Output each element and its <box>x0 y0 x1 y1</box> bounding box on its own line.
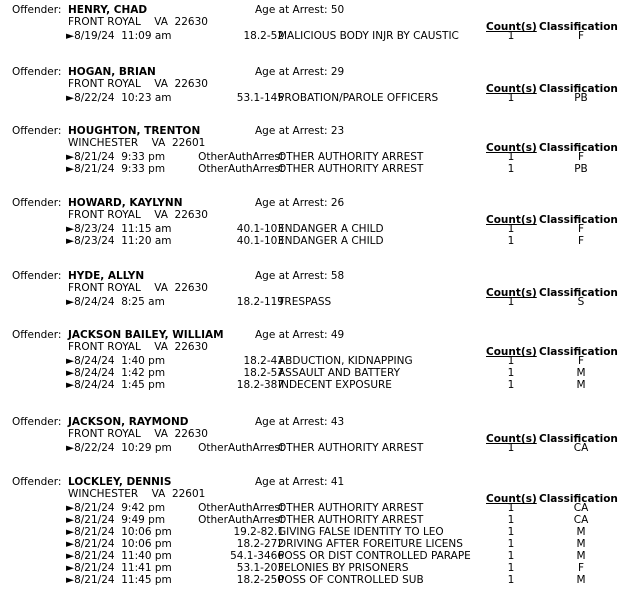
marker-icon: ► <box>66 367 75 379</box>
charge-time: 9:42 pm <box>121 502 166 514</box>
charge-statute: OtherAuthArrest <box>198 502 284 514</box>
city-name: FRONT ROYAL <box>68 428 141 440</box>
city-name: FRONT ROYAL <box>68 282 141 294</box>
charge-date: 8/24/24 <box>74 296 115 308</box>
age-at-arrest <box>255 66 344 78</box>
charge-time: 11:20 am <box>121 235 172 247</box>
age-at-arrest <box>255 329 344 341</box>
charge-count: 1 <box>507 514 515 526</box>
charge-classification: PB <box>574 163 588 175</box>
charge-description: GIVING FALSE IDENTITY TO LEO <box>278 526 444 538</box>
charge-row <box>66 355 632 367</box>
charge-count: 1 <box>507 550 515 562</box>
charge-count: 1 <box>507 92 515 104</box>
offender-address <box>68 209 208 221</box>
charge-count: 1 <box>507 562 515 574</box>
charge-count: 1 <box>507 151 515 163</box>
marker-icon: ► <box>66 526 75 538</box>
charge-count: 1 <box>507 442 515 454</box>
charge-row <box>66 538 632 550</box>
charge-classification: M <box>576 574 586 586</box>
offender-label: Offender: <box>12 197 62 209</box>
charge-datetime <box>66 296 165 308</box>
charge-time: 8:25 am <box>121 296 165 308</box>
charge-time: 11:15 am <box>121 223 172 235</box>
charge-date: 8/23/24 <box>74 223 115 235</box>
charge-date: 8/21/24 <box>74 538 115 550</box>
counts-header: Count(s) <box>486 287 537 299</box>
marker-icon: ► <box>66 379 75 391</box>
charge-classification: F <box>577 562 585 574</box>
charge-row <box>66 562 632 574</box>
classification-header: Classification <box>539 21 618 33</box>
charge-count: 1 <box>507 235 515 247</box>
offender-name: HOWARD, KAYLYNN <box>68 197 183 209</box>
city-name: FRONT ROYAL <box>68 78 141 90</box>
marker-icon: ► <box>66 151 75 163</box>
charge-classification: M <box>576 367 586 379</box>
offender-name: LOCKLEY, DENNIS <box>68 476 172 488</box>
charge-statute: 18.2-57 <box>243 367 284 379</box>
charge-statute: 18.2-250 <box>236 574 284 586</box>
offender-label: Offender: <box>12 416 62 428</box>
charge-statute: 18.2-272 <box>236 538 284 550</box>
charge-datetime <box>66 562 172 574</box>
age-at-arrest <box>255 197 344 209</box>
charge-description: ENDANGER A CHILD <box>278 235 384 247</box>
offender-name: JACKSON, RAYMOND <box>68 416 189 428</box>
charge-time: 10:06 pm <box>121 526 172 538</box>
classification-header: Classification <box>539 214 618 226</box>
charge-time: 11:45 pm <box>121 574 172 586</box>
charge-datetime <box>66 163 165 175</box>
charge-count: 1 <box>507 30 515 42</box>
offender-name: JACKSON BAILEY, WILLIAM <box>68 329 224 341</box>
charge-time: 1:45 pm <box>121 379 166 391</box>
charge-description: MALICIOUS BODY INJR BY CAUSTIC <box>278 30 459 42</box>
marker-icon: ► <box>66 355 75 367</box>
age-value: 41 <box>330 476 345 488</box>
marker-icon: ► <box>66 30 75 42</box>
charge-classification: CA <box>573 442 589 454</box>
marker-icon: ► <box>66 514 75 526</box>
city-name: FRONT ROYAL <box>68 209 141 221</box>
charge-statute: OtherAuthArrest <box>198 151 284 163</box>
age-at-arrest <box>255 476 344 488</box>
counts-header: Count(s) <box>486 493 537 505</box>
charge-row <box>66 30 632 42</box>
marker-icon: ► <box>66 223 75 235</box>
charge-row <box>66 514 632 526</box>
charge-date: 8/24/24 <box>74 355 115 367</box>
charge-datetime <box>66 574 172 586</box>
charge-statute: 19.2-82.1 <box>233 526 284 538</box>
charge-time: 9:49 pm <box>121 514 166 526</box>
offender-label: Offender: <box>12 476 62 488</box>
charge-classification: F <box>577 223 585 235</box>
charge-row <box>66 223 632 235</box>
city-name: FRONT ROYAL <box>68 341 141 353</box>
charge-description: OTHER AUTHORITY ARREST <box>278 151 424 163</box>
charge-datetime <box>66 355 165 367</box>
charge-row <box>66 550 632 562</box>
charge-classification: S <box>577 296 585 308</box>
charge-row <box>66 296 632 308</box>
counts-header: Count(s) <box>486 142 537 154</box>
charge-description: POSS OR DIST CONTROLLED PARAPE <box>278 550 471 562</box>
state-zip: VA 22601 <box>151 137 206 149</box>
charge-datetime <box>66 92 172 104</box>
charge-time: 11:41 pm <box>121 562 172 574</box>
state-zip: VA 22630 <box>154 341 208 353</box>
charge-description: PROBATION/PAROLE OFFICERS <box>278 92 439 104</box>
classification-header: Classification <box>539 83 618 95</box>
charge-row <box>66 235 632 247</box>
charge-time: 11:40 pm <box>121 550 172 562</box>
charge-description: OTHER AUTHORITY ARREST <box>278 502 424 514</box>
charge-count: 1 <box>507 296 515 308</box>
charge-classification: F <box>577 151 585 163</box>
charge-date: 8/21/24 <box>74 526 115 538</box>
charge-statute: 18.2-52 <box>243 30 284 42</box>
charge-time: 10:23 am <box>121 92 172 104</box>
charge-datetime <box>66 550 172 562</box>
charge-description: TRESPASS <box>278 296 332 308</box>
counts-header: Count(s) <box>486 21 537 33</box>
offender-label: Offender: <box>12 329 62 341</box>
charge-time: 11:09 am <box>121 30 172 42</box>
charge-count: 1 <box>507 355 515 367</box>
classification-header: Classification <box>539 493 618 505</box>
offender-label: Offender: <box>12 66 62 78</box>
charge-count: 1 <box>507 574 515 586</box>
offender-name: HOGAN, BRIAN <box>68 66 156 78</box>
marker-icon: ► <box>66 550 75 562</box>
charge-classification: F <box>577 235 585 247</box>
charge-date: 8/21/24 <box>74 502 115 514</box>
charge-row <box>66 163 632 175</box>
counts-header: Count(s) <box>486 83 537 95</box>
charge-datetime <box>66 502 165 514</box>
charge-date: 8/22/24 <box>74 92 115 104</box>
charge-date: 8/24/24 <box>74 367 115 379</box>
offender-address <box>68 341 208 353</box>
city-name: WINCHESTER <box>68 488 139 500</box>
age-label: Age at Arrest: <box>255 4 328 16</box>
charge-time: 1:40 pm <box>121 355 166 367</box>
classification-header: Classification <box>539 287 618 299</box>
charge-datetime <box>66 538 172 550</box>
charge-count: 1 <box>507 502 515 514</box>
charge-row <box>66 442 632 454</box>
charge-statute: 54.1-3466 <box>230 550 284 562</box>
charge-description: ABDUCTION, KIDNAPPING <box>278 355 413 367</box>
charge-row <box>66 92 632 104</box>
charge-datetime <box>66 235 172 247</box>
classification-header: Classification <box>539 142 618 154</box>
marker-icon: ► <box>66 574 75 586</box>
charge-date: 8/19/24 <box>74 30 115 42</box>
charge-description: ENDANGER A CHILD <box>278 223 384 235</box>
age-value: 58 <box>330 270 345 282</box>
charge-row <box>66 574 632 586</box>
offender-label: Offender: <box>12 270 62 282</box>
charge-description: OTHER AUTHORITY ARREST <box>278 442 424 454</box>
offender-address <box>68 488 205 500</box>
charge-description: ASSAULT AND BATTERY <box>278 367 401 379</box>
state-zip: VA 22630 <box>154 428 208 440</box>
charge-classification: F <box>577 30 585 42</box>
charge-statute: 18.2-119 <box>236 296 284 308</box>
charge-datetime <box>66 514 165 526</box>
charge-description: INDECENT EXPOSURE <box>278 379 392 391</box>
marker-icon: ► <box>66 442 75 454</box>
charge-count: 1 <box>507 223 515 235</box>
charge-datetime <box>66 526 172 538</box>
charge-classification: M <box>576 526 586 538</box>
charge-time: 1:42 pm <box>121 367 166 379</box>
charge-count: 1 <box>507 538 515 550</box>
marker-icon: ► <box>66 235 75 247</box>
charge-time: 10:29 pm <box>121 442 172 454</box>
age-label: Age at Arrest: <box>255 476 328 488</box>
charge-classification: CA <box>573 502 589 514</box>
age-value: 29 <box>330 66 345 78</box>
state-zip: VA 22630 <box>154 78 208 90</box>
charge-statute: 53.1-203 <box>236 562 284 574</box>
offender-label: Offender: <box>12 125 62 137</box>
charge-date: 8/21/24 <box>74 562 115 574</box>
age-at-arrest <box>255 416 344 428</box>
charge-time: 9:33 pm <box>121 163 166 175</box>
age-value: 49 <box>330 329 345 341</box>
offender-address <box>68 428 208 440</box>
offender-name: HYDE, ALLYN <box>68 270 145 282</box>
charge-description: FELONIES BY PRISONERS <box>278 562 409 574</box>
marker-icon: ► <box>66 538 75 550</box>
state-zip: VA 22630 <box>154 209 208 221</box>
charge-statute: 18.2-387 <box>236 379 284 391</box>
classification-header: Classification <box>539 346 618 358</box>
age-label: Age at Arrest: <box>255 197 328 209</box>
marker-icon: ► <box>66 92 75 104</box>
age-at-arrest <box>255 125 344 137</box>
charge-date: 8/23/24 <box>74 235 115 247</box>
counts-header: Count(s) <box>486 346 537 358</box>
charge-time: 9:33 pm <box>121 151 166 163</box>
classification-header: Classification <box>539 433 618 445</box>
offender-name: HOUGHTON, TRENTON <box>68 125 201 137</box>
charge-datetime <box>66 379 165 391</box>
charge-classification: PB <box>574 92 588 104</box>
charge-description: DRIVING AFTER FOREITURE LICENS <box>278 538 463 550</box>
counts-header: Count(s) <box>486 214 537 226</box>
charge-row <box>66 367 632 379</box>
charge-statute: 53.1-145 <box>236 92 284 104</box>
charge-date: 8/21/24 <box>74 163 115 175</box>
offender-label: Offender: <box>12 4 62 16</box>
age-label: Age at Arrest: <box>255 329 328 341</box>
charge-statute: OtherAuthArrest <box>198 163 284 175</box>
charge-count: 1 <box>507 379 515 391</box>
charge-row <box>66 526 632 538</box>
offender-address <box>68 282 208 294</box>
offender-address <box>68 16 208 28</box>
age-at-arrest <box>255 270 344 282</box>
charge-statute: 18.2-47 <box>243 355 284 367</box>
charge-count: 1 <box>507 526 515 538</box>
charge-description: OTHER AUTHORITY ARREST <box>278 163 424 175</box>
state-zip: VA 22630 <box>154 16 208 28</box>
charge-count: 1 <box>507 163 515 175</box>
charge-row <box>66 502 632 514</box>
marker-icon: ► <box>66 562 75 574</box>
charge-description: OTHER AUTHORITY ARREST <box>278 514 424 526</box>
age-label: Age at Arrest: <box>255 416 328 428</box>
age-value: 50 <box>330 4 345 16</box>
charge-row <box>66 379 632 391</box>
charge-classification: F <box>577 355 585 367</box>
charge-datetime <box>66 30 172 42</box>
charge-description: POSS OF CONTROLLED SUB <box>278 574 424 586</box>
charge-statute: OtherAuthArrest <box>198 514 284 526</box>
marker-icon: ► <box>66 502 75 514</box>
counts-header: Count(s) <box>486 433 537 445</box>
marker-icon: ► <box>66 163 75 175</box>
offender-name: HENRY, CHAD <box>68 4 148 16</box>
charge-date: 8/24/24 <box>74 379 115 391</box>
charge-row <box>66 151 632 163</box>
charge-datetime <box>66 367 165 379</box>
charge-date: 8/21/24 <box>74 574 115 586</box>
charge-date: 8/21/24 <box>74 550 115 562</box>
charge-statute: 40.1-103 <box>236 235 284 247</box>
age-label: Age at Arrest: <box>255 270 328 282</box>
state-zip: VA 22630 <box>154 282 208 294</box>
charge-date: 8/21/24 <box>74 151 115 163</box>
offender-address <box>68 137 205 149</box>
charge-classification: CA <box>573 514 589 526</box>
age-value: 23 <box>330 125 345 137</box>
charge-statute: OtherAuthArrest <box>198 442 284 454</box>
charge-datetime <box>66 151 165 163</box>
charge-time: 10:06 pm <box>121 538 172 550</box>
offender-address <box>68 78 208 90</box>
charge-date: 8/22/24 <box>74 442 115 454</box>
city-name: FRONT ROYAL <box>68 16 141 28</box>
charge-date: 8/21/24 <box>74 514 115 526</box>
charge-datetime <box>66 223 172 235</box>
charge-statute: 40.1-103 <box>236 223 284 235</box>
age-value: 26 <box>330 197 345 209</box>
age-value: 43 <box>330 416 345 428</box>
age-label: Age at Arrest: <box>255 66 328 78</box>
city-name: WINCHESTER <box>68 137 139 149</box>
marker-icon: ► <box>66 296 75 308</box>
state-zip: VA 22601 <box>151 488 206 500</box>
age-at-arrest <box>255 4 344 16</box>
age-label: Age at Arrest: <box>255 125 328 137</box>
charge-classification: M <box>576 550 586 562</box>
charge-count: 1 <box>507 367 515 379</box>
charge-datetime <box>66 442 172 454</box>
charge-classification: M <box>576 379 586 391</box>
charge-classification: M <box>576 538 586 550</box>
